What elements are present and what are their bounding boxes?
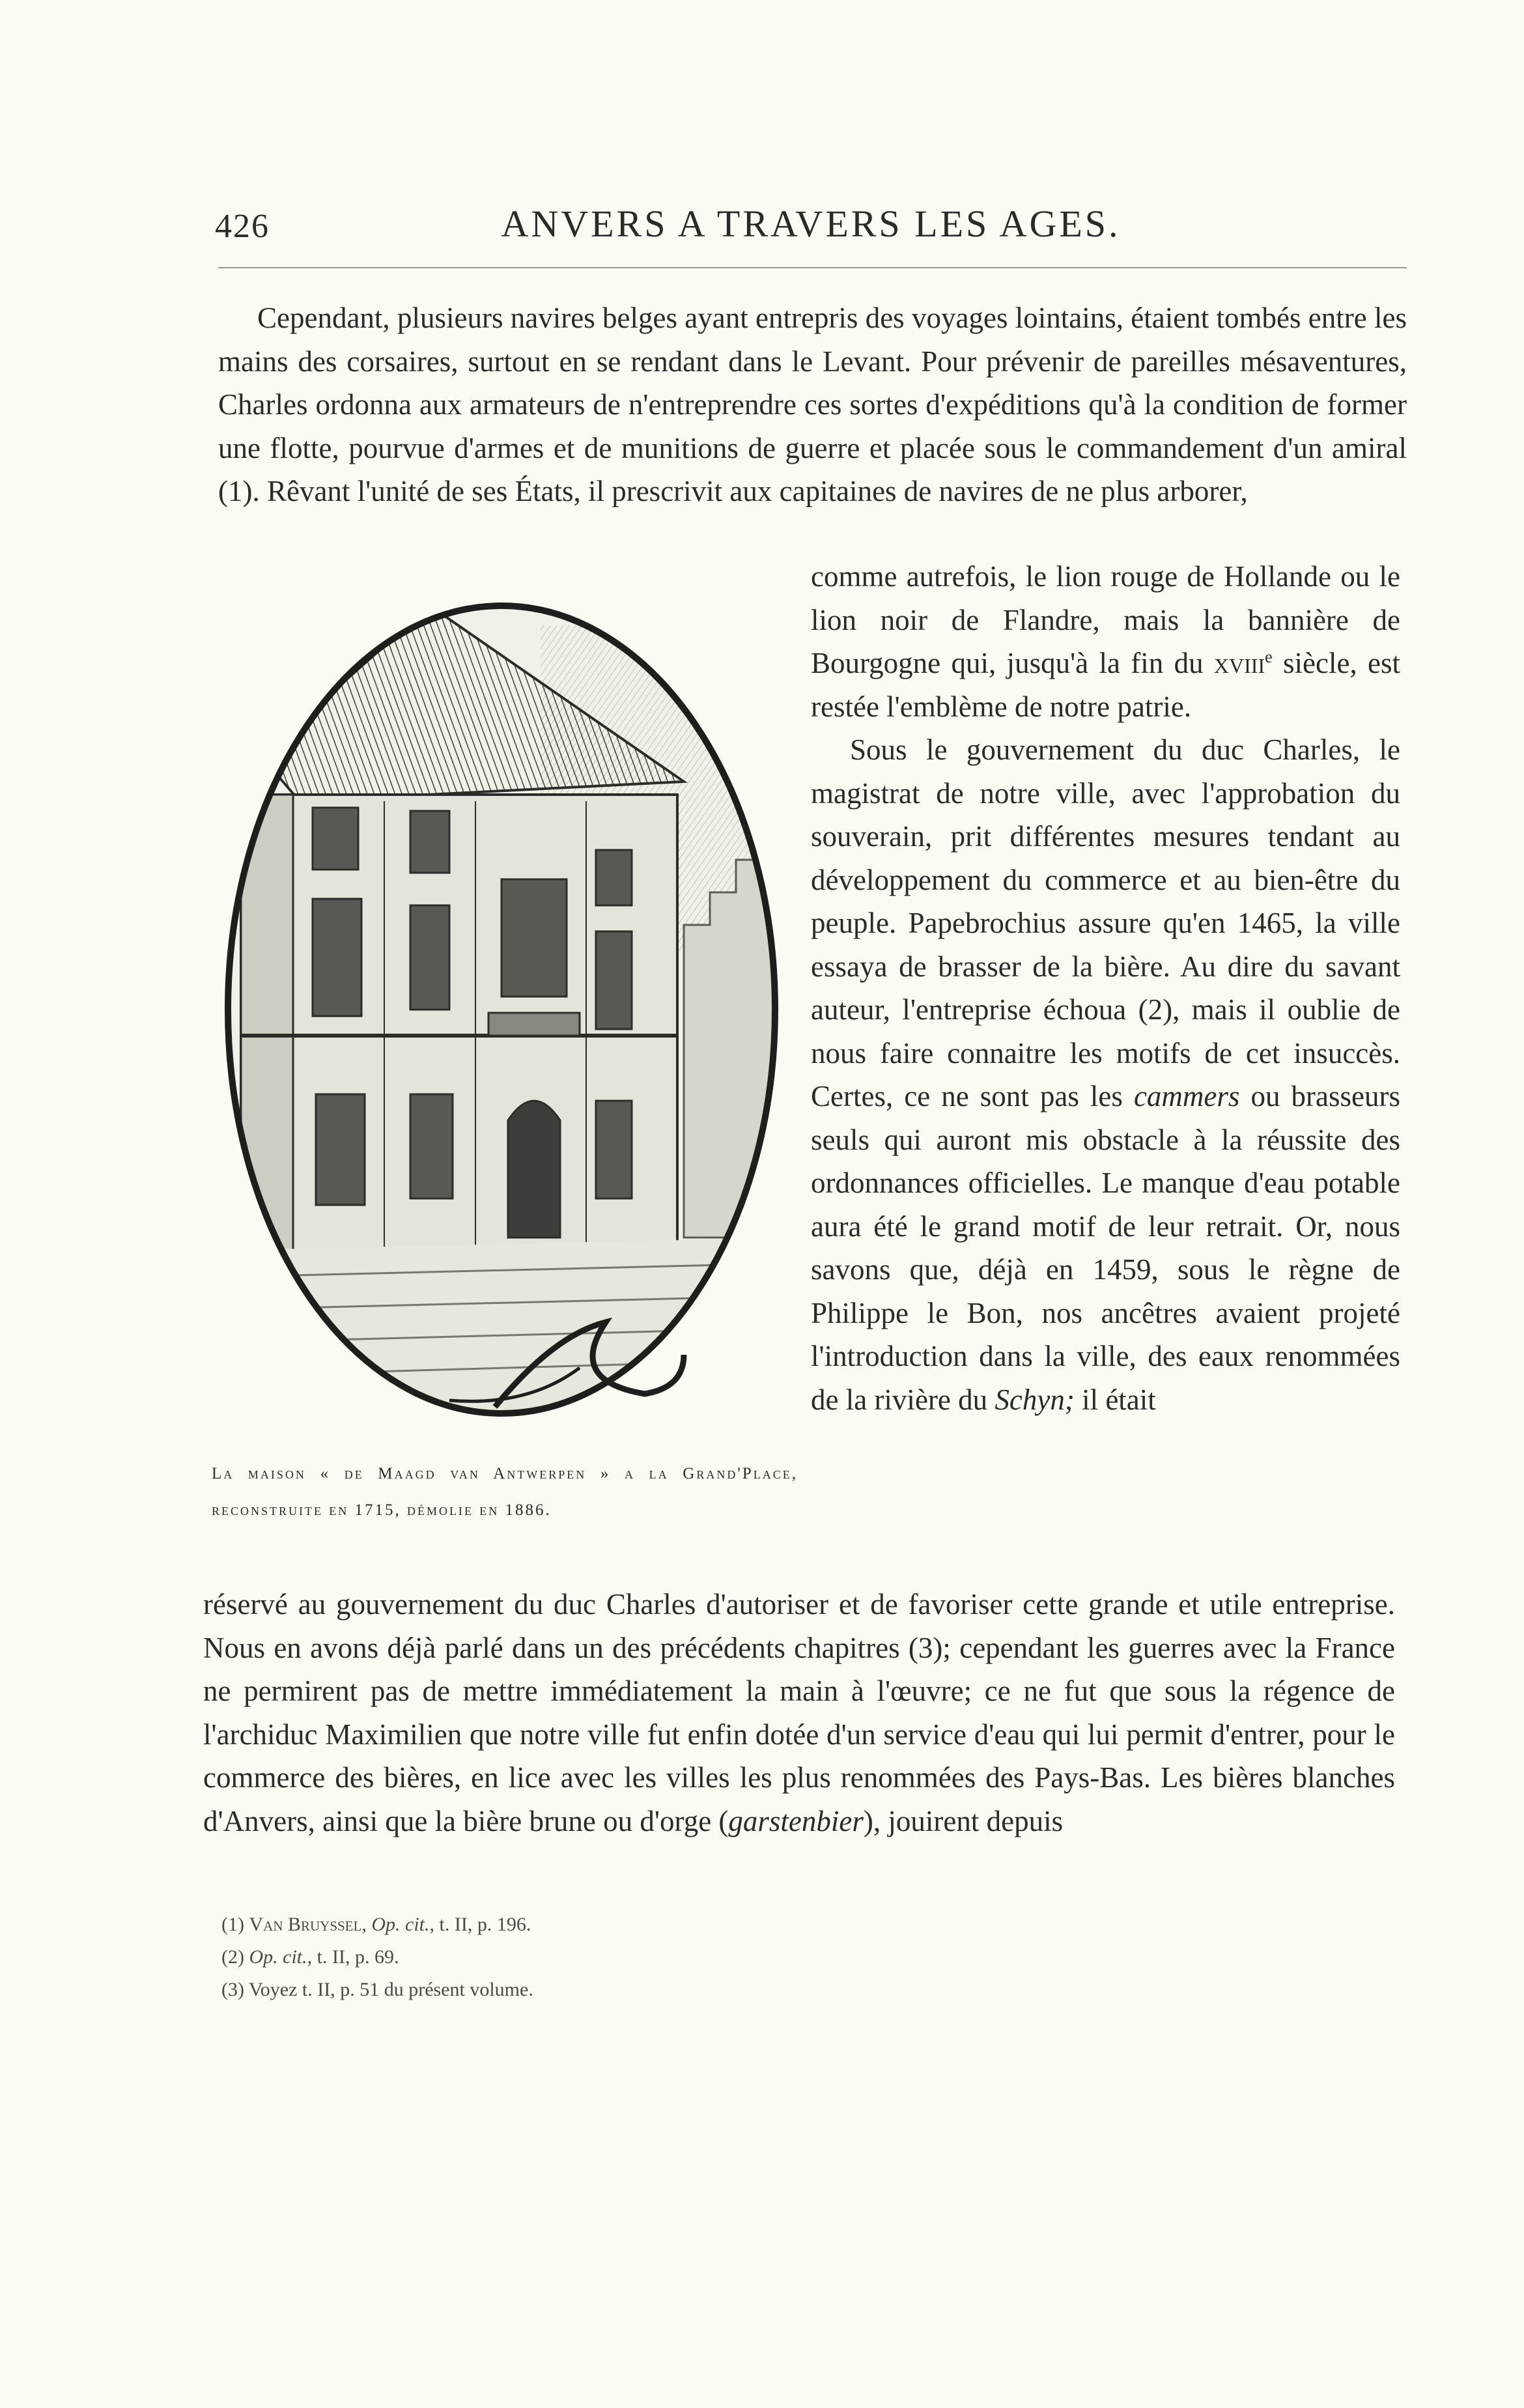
footnote-mark: (1) — [221, 1914, 244, 1935]
footnote-rest: Voyez t. II, p. 51 du présent volume. — [248, 1979, 533, 2000]
century-numeral: xviii — [1213, 647, 1265, 679]
footnote-2 — [221, 1941, 1003, 1974]
footnote-mark: (2) — [221, 1946, 244, 1968]
footnote-rest: , t. II, p. 196. — [429, 1914, 531, 1935]
top-paragraph: Cependant, plusieurs navires belges ayant entrepris des voyages lointains, étaient tombés entre les mains des corsaires, surtout en se rendant dans le Levant. Pour prévenir de pareilles mésaventures, Charles ordonna aux armateurs de n'entreprendre ces sortes d'expéditions qu'à la condition de former une flotte, pourvue d'armes et de munitions de guerre et placée sous le commandement d'un amiral (1). Rêvant l'unité de ses États, il prescrivit aux capitaines de navires de ne plus arborer, — [218, 302, 1407, 507]
bottom-paragraph — [203, 1583, 1395, 1843]
top-paragraph-block — [218, 296, 1407, 513]
footnote-ref: Op. cit. — [371, 1914, 430, 1935]
footnote-author: Van Bruyssel, — [249, 1914, 367, 1935]
footnotes — [221, 1908, 1003, 2006]
page-number: 426 — [215, 208, 270, 245]
wrap-p2-part-b: ou brasseurs seuls qui auront mis obstacle à la réussite des ordonnances officielles. Le manque d'eau potable aura été le grand motif de leur retrait. Or, nous savons que, déjà en 1459, sous le règne de Philippe le Bon, nos ancêtres avaient projeté l'introduction dans la ville, des eaux renommées de la rivière du — [811, 1080, 1400, 1416]
wrapped-text-column — [811, 555, 1400, 1421]
wrap-p2-part-c: il était — [1074, 1383, 1156, 1416]
wrap-text-part1: comme autrefois, le lion rouge de Hollande ou le lion noir de Flandre, mais la bannière de Bourgogne qui, jusqu'à la fin du — [811, 560, 1400, 679]
footnote-mark: (3) — [221, 1979, 244, 2000]
word-garstenbier: garstenbier — [728, 1804, 864, 1837]
bottom-text-a: réservé au gouvernement du duc Charles d'autoriser et de favoriser cette grande et utile entreprise. Nous en avons déjà parlé dans un des précédents chapitres (3); cependant les guerres avec la France ne permirent pas de mettre immédiatement la main à l'œuvre; ce ne fut que sous la régence de l'archiduc Maximilien que notre ville fut enfin dotée d'un service d'eau qui lui permit d'entrer, pour le commerce des bières, en lice avec les villes les plus renommées des Pays-Bas. Les bières blanches d'Anvers, ainsi que la bière brune ou d'orge ( — [203, 1588, 1395, 1837]
wrap-text-part2: siècle, est restée l'emblème de notre patrie. — [811, 647, 1400, 723]
wrap-paragraph-2 — [811, 728, 1400, 1421]
footnote-1 — [221, 1908, 1003, 1941]
page-header — [215, 195, 1407, 254]
wrap-paragraph-1 — [811, 555, 1400, 728]
footnote-ref: Op. cit. — [249, 1946, 307, 1968]
bottom-text-b: ), jouirent depuis — [863, 1804, 1064, 1837]
bottom-paragraph-block — [203, 1583, 1395, 1843]
footnote-3 — [221, 1974, 1003, 2006]
header-rule — [218, 267, 1407, 268]
century-superscript: e — [1265, 647, 1273, 666]
word-schyn: Schyn; — [995, 1383, 1075, 1416]
running-head: ANVERS A TRAVERS LES AGES. — [501, 203, 1121, 245]
footnote-rest: , t. II, p. 69. — [307, 1946, 399, 1968]
figure-caption: La maison « de Maagd van Antwerpen » a la Grand'Place, reconstruite en 1715, démolie en 1886. — [212, 1465, 798, 1519]
house-illustration — [215, 586, 788, 1446]
house-engraving-image — [215, 586, 788, 1446]
word-cammers: cammers — [1133, 1080, 1240, 1112]
wrap-p2-part-a: Sous le gouvernement du duc Charles, le magistrat de notre ville, avec l'approbation du souverain, prit différentes mesures tendant au développement du commerce et au bien-être du peuple. Papebrochius assure qu'en 1465, la ville essaya de brasser de la bière. Au dire du savant auteur, l'entreprise échoua (2), mais il oublie de nous faire connaitre les motifs de cet insuccès. Certes, ce ne sont pas les — [811, 733, 1400, 1112]
